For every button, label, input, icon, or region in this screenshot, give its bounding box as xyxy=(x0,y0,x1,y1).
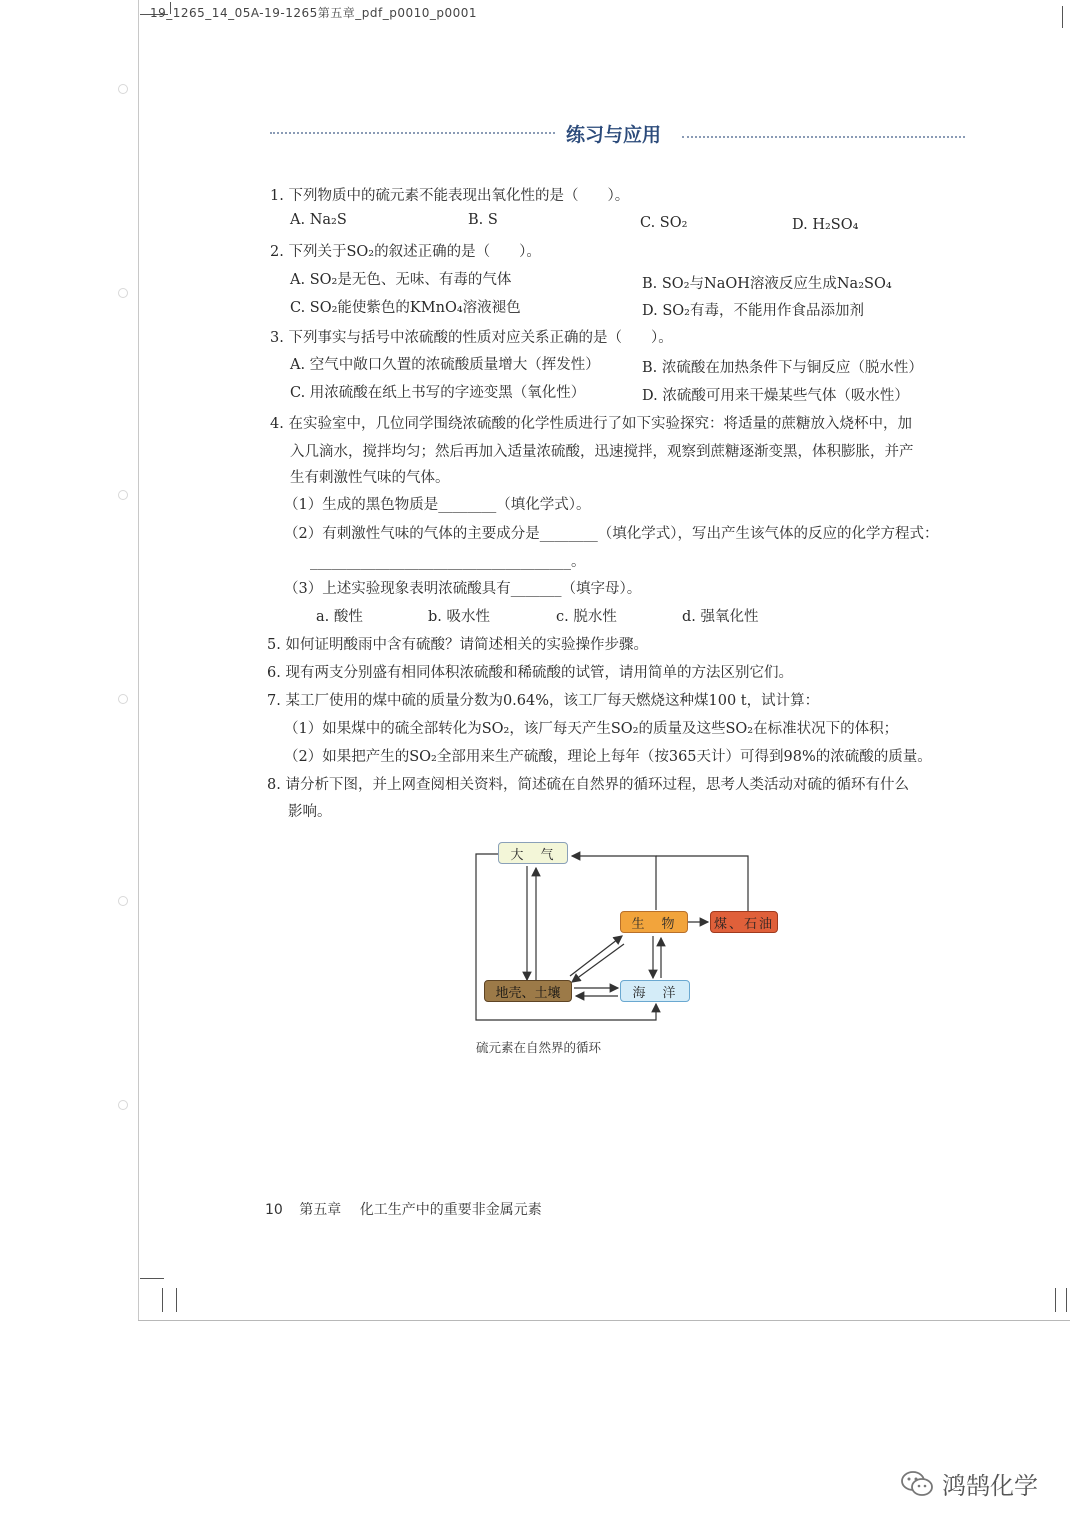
punch-hole xyxy=(118,896,128,906)
node-crust-soil: 地壳、土壤 xyxy=(484,980,572,1002)
node-organism: 生 物 xyxy=(620,911,688,933)
node-atmosphere: 大 气 xyxy=(498,842,568,864)
q4-sub-2-blank: ____________________________________。 xyxy=(310,554,586,570)
watermark-text: 鸿鹄化学 xyxy=(942,1472,1038,1500)
crop-mark xyxy=(1066,1288,1067,1312)
page-number: 10 xyxy=(265,1202,283,1218)
q4-sub-2: （2）有刺激性气味的气体的主要成分是________（填化学式），写出产生该气体的反应的化学方程式： xyxy=(284,526,939,542)
punch-hole xyxy=(118,694,128,704)
q4-line-2: 入几滴水，搅拌均匀；然后再加入适量浓硫酸，迅速搅拌，观察到蔗糖逐渐变黑，体积膨胀，并产 xyxy=(290,444,914,460)
watermark xyxy=(900,1466,1038,1501)
q2-option-a: A. SO₂是无色、无味、有毒的气体 xyxy=(290,272,512,288)
q7-sub-2: （2）如果把产生的SO₂全部用来生产硫酸，理论上每年（按365天计）可得到98%的浓硫酸的质量。 xyxy=(284,749,932,765)
q4-option-c: c. 脱水性 xyxy=(556,609,617,625)
page-left-edge xyxy=(138,0,139,1320)
q1-option-b: B. S xyxy=(468,212,498,228)
q4-option-a: a. 酸性 xyxy=(316,609,363,625)
q1-option-a: A. Na₂S xyxy=(290,212,347,228)
q3-option-c: C. 用浓硫酸在纸上书写的字迹变黑（氧化性） xyxy=(290,385,586,401)
footer-chapter: 第五章 xyxy=(299,1202,342,1218)
q7-stem: 7. 某工厂使用的煤中硫的质量分数为0.64%，该工厂每天燃烧这种煤100 t，试计算： xyxy=(267,693,820,709)
section-header xyxy=(270,120,965,148)
dotted-rule-right xyxy=(682,136,965,138)
section-title: 练习与应用 xyxy=(566,124,662,146)
q3-option-d: D. 浓硫酸可用来干燥某些气体（吸水性） xyxy=(642,388,909,404)
wechat-icon xyxy=(900,1470,934,1498)
punch-hole xyxy=(118,1100,128,1110)
q3-option-b: B. 浓硫酸在加热条件下与铜反应（脱水性） xyxy=(642,360,923,376)
q8-line-1: 8. 请分析下图，并上网查阅相关资料，简述硫在自然界的循环过程，思考人类活动对硫的循环有什么 xyxy=(267,777,909,793)
q7-sub-1: （1）如果煤中的硫全部转化为SO₂，该厂每天产生SO₂的质量及这些SO₂在标准状况下的体积； xyxy=(284,721,899,737)
q1-stem: 1. 下列物质中的硫元素不能表现出氧化性的是（ ）。 xyxy=(270,188,630,204)
q3-option-a: A. 空气中敞口久置的浓硫酸质量增大（挥发性） xyxy=(290,357,600,373)
q1-option-c: C. SO₂ xyxy=(640,215,688,231)
q1-option-d: D. H₂SO₄ xyxy=(792,217,859,233)
node-coal-oil: 煤、石油 xyxy=(710,911,778,933)
page-bottom-edge xyxy=(138,1320,1070,1321)
crop-mark xyxy=(176,1288,177,1312)
node-ocean: 海 洋 xyxy=(620,980,690,1002)
crop-mark xyxy=(1055,1288,1056,1312)
punch-hole xyxy=(118,288,128,298)
q2-option-d: D. SO₂有毒，不能用作食品添加剂 xyxy=(642,303,864,319)
q2-option-c: C. SO₂能使紫色的KMnO₄溶液褪色 xyxy=(290,300,521,316)
scan-header: 19_1265_14_05A-19-1265第五章_pdf_p0010_p0001 xyxy=(150,6,478,20)
q8-line-2: 影响。 xyxy=(288,804,332,820)
q2-stem: 2. 下列关于SO₂的叙述正确的是（ ）。 xyxy=(270,244,541,260)
crop-mark xyxy=(140,1278,164,1279)
q5: 5. 如何证明酸雨中含有硫酸？请简述相关的实验操作步骤。 xyxy=(267,637,648,653)
punch-hole xyxy=(118,490,128,500)
dotted-rule-left xyxy=(270,132,555,134)
crop-mark xyxy=(1062,6,1063,28)
q4-sub-1: （1）生成的黑色物质是________（填化学式）。 xyxy=(284,497,591,513)
q3-stem: 3. 下列事实与括号中浓硫酸的性质对应关系正确的是（ ）。 xyxy=(270,330,673,346)
q4-option-b: b. 吸水性 xyxy=(428,609,490,625)
page-footer xyxy=(265,1199,542,1219)
q2-option-b: B. SO₂与NaOH溶液反应生成Na₂SO₄ xyxy=(642,276,892,292)
q4-line-3: 生有刺激性气味的气体。 xyxy=(290,470,450,486)
q4-option-d: d. 强氧化性 xyxy=(682,609,759,625)
q4-line-1: 4. 在实验室中，几位同学围绕浓硫酸的化学性质进行了如下实验探究：将适量的蔗糖放入烧杯中，加 xyxy=(270,416,912,432)
footer-title: 化工生产中的重要非金属元素 xyxy=(359,1202,542,1218)
crop-mark xyxy=(162,1288,163,1312)
q4-sub-3: （3）上述实验现象表明浓硫酸具有_______（填字母）。 xyxy=(284,581,642,597)
sulfur-cycle-diagram xyxy=(472,840,784,1030)
punch-hole xyxy=(118,84,128,94)
q6: 6. 现有两支分别盛有相同体积浓硫酸和稀硫酸的试管，请用简单的方法区别它们。 xyxy=(267,665,793,681)
diagram-caption: 硫元素在自然界的循环 xyxy=(476,1040,602,1055)
